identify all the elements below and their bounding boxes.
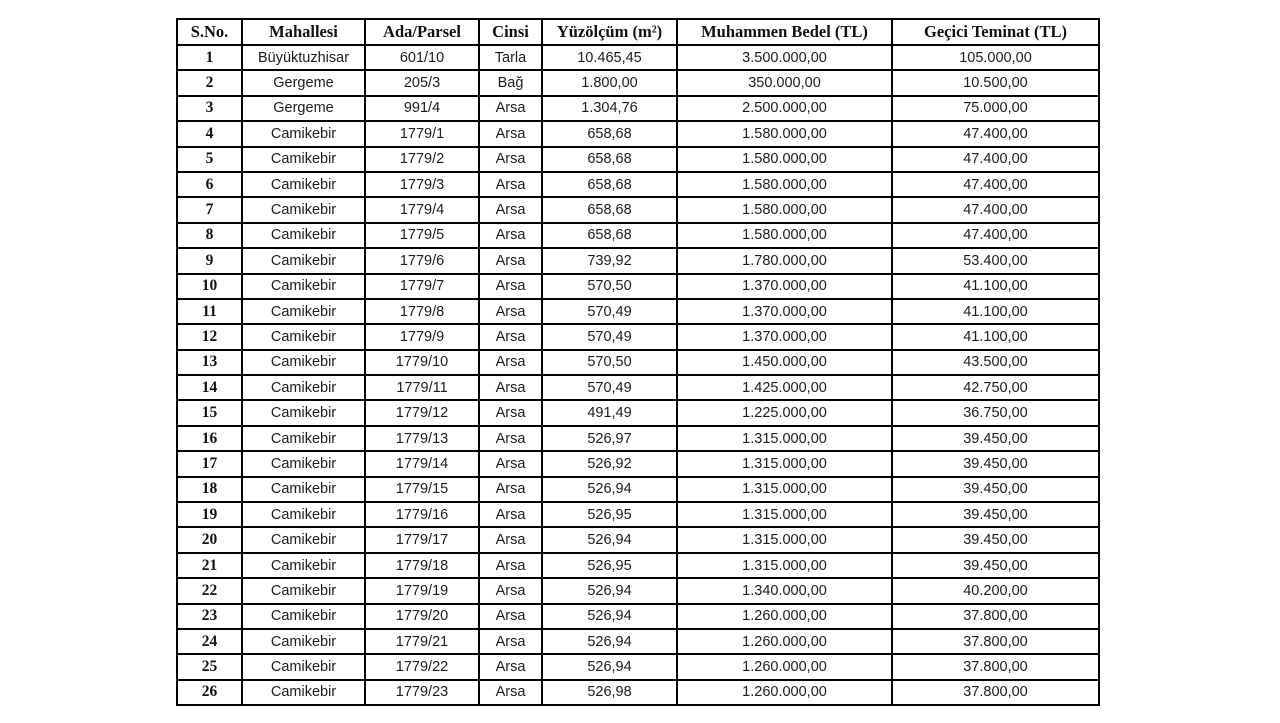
cell: 1.315.000,00 <box>677 553 892 578</box>
cell: 23 <box>177 604 242 629</box>
cell: Arsa <box>479 680 542 705</box>
cell: 1 <box>177 45 242 70</box>
cell: Camikebir <box>242 223 365 248</box>
table-row <box>177 654 1099 679</box>
cell: 39.450,00 <box>892 553 1099 578</box>
cell: Camikebir <box>242 172 365 197</box>
cell: 601/10 <box>365 45 479 70</box>
cell: 526,94 <box>542 654 677 679</box>
cell: Camikebir <box>242 477 365 502</box>
cell: 6 <box>177 172 242 197</box>
cell: 47.400,00 <box>892 121 1099 146</box>
cell: Camikebir <box>242 451 365 476</box>
cell: Arsa <box>479 121 542 146</box>
cell: 658,68 <box>542 121 677 146</box>
table-row <box>177 426 1099 451</box>
cell: 1779/9 <box>365 324 479 349</box>
cell: 570,50 <box>542 274 677 299</box>
auction-table <box>176 18 1100 706</box>
table-row <box>177 451 1099 476</box>
cell: Gergeme <box>242 96 365 121</box>
cell: 75.000,00 <box>892 96 1099 121</box>
cell: Arsa <box>479 197 542 222</box>
cell: 1.370.000,00 <box>677 299 892 324</box>
cell: Camikebir <box>242 324 365 349</box>
cell: 1.315.000,00 <box>677 527 892 552</box>
cell: Arsa <box>479 223 542 248</box>
column-header-3: Cinsi <box>479 19 542 45</box>
cell: 37.800,00 <box>892 654 1099 679</box>
cell: 41.100,00 <box>892 299 1099 324</box>
cell: 1.315.000,00 <box>677 451 892 476</box>
table-header <box>177 19 1099 45</box>
column-header-4: Yüzölçüm (m²) <box>542 19 677 45</box>
cell: 24 <box>177 629 242 654</box>
cell: 526,92 <box>542 451 677 476</box>
cell: Arsa <box>479 426 542 451</box>
cell: Camikebir <box>242 654 365 679</box>
table-row <box>177 400 1099 425</box>
cell: Camikebir <box>242 400 365 425</box>
cell: 658,68 <box>542 147 677 172</box>
cell: 526,98 <box>542 680 677 705</box>
cell: Arsa <box>479 274 542 299</box>
cell: 7 <box>177 197 242 222</box>
cell: 12 <box>177 324 242 349</box>
cell: Camikebir <box>242 197 365 222</box>
cell: 1779/8 <box>365 299 479 324</box>
cell: 1779/10 <box>365 350 479 375</box>
cell: 14 <box>177 375 242 400</box>
cell: Camikebir <box>242 578 365 603</box>
cell: 658,68 <box>542 197 677 222</box>
cell: 2 <box>177 70 242 95</box>
cell: 1.315.000,00 <box>677 426 892 451</box>
cell: 25 <box>177 654 242 679</box>
cell: 16 <box>177 426 242 451</box>
table-row <box>177 197 1099 222</box>
cell: 1.580.000,00 <box>677 172 892 197</box>
cell: Arsa <box>479 324 542 349</box>
cell: 1.580.000,00 <box>677 223 892 248</box>
cell: Camikebir <box>242 502 365 527</box>
cell: Arsa <box>479 527 542 552</box>
cell: 47.400,00 <box>892 223 1099 248</box>
cell: 570,49 <box>542 299 677 324</box>
cell: 1.260.000,00 <box>677 629 892 654</box>
cell: 1779/3 <box>365 172 479 197</box>
cell: Arsa <box>479 375 542 400</box>
cell: 1779/21 <box>365 629 479 654</box>
cell: 42.750,00 <box>892 375 1099 400</box>
cell: Arsa <box>479 604 542 629</box>
cell: 526,94 <box>542 578 677 603</box>
cell: 8 <box>177 223 242 248</box>
cell: Gergeme <box>242 70 365 95</box>
table-row <box>177 604 1099 629</box>
cell: 526,97 <box>542 426 677 451</box>
cell: Camikebir <box>242 527 365 552</box>
cell: 1.370.000,00 <box>677 274 892 299</box>
column-header-5: Muhammen Bedel (TL) <box>677 19 892 45</box>
cell: 1.580.000,00 <box>677 197 892 222</box>
cell: 1.260.000,00 <box>677 680 892 705</box>
cell: 1779/7 <box>365 274 479 299</box>
cell: 658,68 <box>542 172 677 197</box>
cell: 22 <box>177 578 242 603</box>
cell: 15 <box>177 400 242 425</box>
cell: Camikebir <box>242 248 365 273</box>
cell: 1779/18 <box>365 553 479 578</box>
cell: Bağ <box>479 70 542 95</box>
cell: 26 <box>177 680 242 705</box>
cell: 41.100,00 <box>892 324 1099 349</box>
cell: 1.370.000,00 <box>677 324 892 349</box>
cell: Arsa <box>479 451 542 476</box>
cell: 1779/4 <box>365 197 479 222</box>
cell: 105.000,00 <box>892 45 1099 70</box>
cell: 39.450,00 <box>892 502 1099 527</box>
cell: Camikebir <box>242 629 365 654</box>
table-row <box>177 299 1099 324</box>
cell: 39.450,00 <box>892 451 1099 476</box>
cell: 1.580.000,00 <box>677 147 892 172</box>
cell: Arsa <box>479 578 542 603</box>
cell: 1.580.000,00 <box>677 121 892 146</box>
cell: Arsa <box>479 299 542 324</box>
table-row <box>177 629 1099 654</box>
cell: 1.450.000,00 <box>677 350 892 375</box>
cell: 1779/1 <box>365 121 479 146</box>
cell: 526,94 <box>542 604 677 629</box>
cell: 1779/16 <box>365 502 479 527</box>
column-header-1: Mahallesi <box>242 19 365 45</box>
cell: 3 <box>177 96 242 121</box>
cell: 40.200,00 <box>892 578 1099 603</box>
cell: 526,94 <box>542 527 677 552</box>
table-row <box>177 680 1099 705</box>
table-row <box>177 70 1099 95</box>
cell: 39.450,00 <box>892 477 1099 502</box>
cell: 1.260.000,00 <box>677 604 892 629</box>
cell: 205/3 <box>365 70 479 95</box>
cell: 37.800,00 <box>892 604 1099 629</box>
cell: Arsa <box>479 654 542 679</box>
cell: Camikebir <box>242 426 365 451</box>
cell: 11 <box>177 299 242 324</box>
column-header-0: S.No. <box>177 19 242 45</box>
cell: Tarla <box>479 45 542 70</box>
cell: 1779/19 <box>365 578 479 603</box>
table-row <box>177 502 1099 527</box>
cell: 570,49 <box>542 324 677 349</box>
cell: 526,95 <box>542 553 677 578</box>
cell: Arsa <box>479 350 542 375</box>
cell: 1779/5 <box>365 223 479 248</box>
cell: 1.315.000,00 <box>677 477 892 502</box>
cell: 3.500.000,00 <box>677 45 892 70</box>
table-row <box>177 147 1099 172</box>
cell: Arsa <box>479 400 542 425</box>
cell: Arsa <box>479 502 542 527</box>
cell: 1779/11 <box>365 375 479 400</box>
cell: 1.304,76 <box>542 96 677 121</box>
cell: 739,92 <box>542 248 677 273</box>
cell: 10.465,45 <box>542 45 677 70</box>
cell: 47.400,00 <box>892 172 1099 197</box>
cell: 1.800,00 <box>542 70 677 95</box>
cell: Camikebir <box>242 553 365 578</box>
cell: 19 <box>177 502 242 527</box>
cell: 53.400,00 <box>892 248 1099 273</box>
table-row <box>177 375 1099 400</box>
cell: 10 <box>177 274 242 299</box>
cell: 1779/2 <box>365 147 479 172</box>
cell: 10.500,00 <box>892 70 1099 95</box>
cell: 1779/14 <box>365 451 479 476</box>
cell: Camikebir <box>242 147 365 172</box>
table-row <box>177 553 1099 578</box>
table-row <box>177 527 1099 552</box>
cell: 37.800,00 <box>892 680 1099 705</box>
cell: Camikebir <box>242 375 365 400</box>
cell: 21 <box>177 553 242 578</box>
cell: 570,50 <box>542 350 677 375</box>
cell: 1779/6 <box>365 248 479 273</box>
cell: Camikebir <box>242 604 365 629</box>
cell: 526,94 <box>542 477 677 502</box>
cell: 1779/23 <box>365 680 479 705</box>
cell: 526,95 <box>542 502 677 527</box>
table-row <box>177 96 1099 121</box>
cell: 1.225.000,00 <box>677 400 892 425</box>
cell: 1.340.000,00 <box>677 578 892 603</box>
cell: Arsa <box>479 553 542 578</box>
table-row <box>177 121 1099 146</box>
cell: 1779/12 <box>365 400 479 425</box>
cell: Arsa <box>479 477 542 502</box>
cell: 20 <box>177 527 242 552</box>
cell: 1779/15 <box>365 477 479 502</box>
cell: 2.500.000,00 <box>677 96 892 121</box>
cell: 658,68 <box>542 223 677 248</box>
table-row <box>177 578 1099 603</box>
cell: 4 <box>177 121 242 146</box>
cell: Camikebir <box>242 121 365 146</box>
cell: 570,49 <box>542 375 677 400</box>
cell: 39.450,00 <box>892 527 1099 552</box>
column-header-6: Geçici Teminat (TL) <box>892 19 1099 45</box>
table-row <box>177 350 1099 375</box>
cell: Camikebir <box>242 274 365 299</box>
cell: 5 <box>177 147 242 172</box>
cell: Arsa <box>479 96 542 121</box>
cell: 37.800,00 <box>892 629 1099 654</box>
cell: 1779/20 <box>365 604 479 629</box>
table-row <box>177 223 1099 248</box>
cell: 1.260.000,00 <box>677 654 892 679</box>
table-row <box>177 45 1099 70</box>
cell: 17 <box>177 451 242 476</box>
cell: 1.780.000,00 <box>677 248 892 273</box>
table-row <box>177 248 1099 273</box>
cell: 41.100,00 <box>892 274 1099 299</box>
cell: Camikebir <box>242 680 365 705</box>
cell: 350.000,00 <box>677 70 892 95</box>
cell: 36.750,00 <box>892 400 1099 425</box>
cell: 47.400,00 <box>892 147 1099 172</box>
table-row <box>177 477 1099 502</box>
cell: 1779/17 <box>365 527 479 552</box>
table-body <box>177 45 1099 705</box>
table-row <box>177 274 1099 299</box>
table-row <box>177 172 1099 197</box>
cell: Büyüktuzhisar <box>242 45 365 70</box>
cell: Arsa <box>479 629 542 654</box>
header-row <box>177 19 1099 45</box>
cell: 1.315.000,00 <box>677 502 892 527</box>
cell: Arsa <box>479 248 542 273</box>
cell: 13 <box>177 350 242 375</box>
cell: 47.400,00 <box>892 197 1099 222</box>
cell: 18 <box>177 477 242 502</box>
cell: 1779/13 <box>365 426 479 451</box>
column-header-2: Ada/Parsel <box>365 19 479 45</box>
cell: 1779/22 <box>365 654 479 679</box>
cell: Camikebir <box>242 299 365 324</box>
cell: 9 <box>177 248 242 273</box>
table-row <box>177 324 1099 349</box>
cell: 526,94 <box>542 629 677 654</box>
cell: 491,49 <box>542 400 677 425</box>
cell: Arsa <box>479 147 542 172</box>
cell: 43.500,00 <box>892 350 1099 375</box>
cell: 1.425.000,00 <box>677 375 892 400</box>
cell: Arsa <box>479 172 542 197</box>
cell: Camikebir <box>242 350 365 375</box>
cell: 991/4 <box>365 96 479 121</box>
cell: 39.450,00 <box>892 426 1099 451</box>
